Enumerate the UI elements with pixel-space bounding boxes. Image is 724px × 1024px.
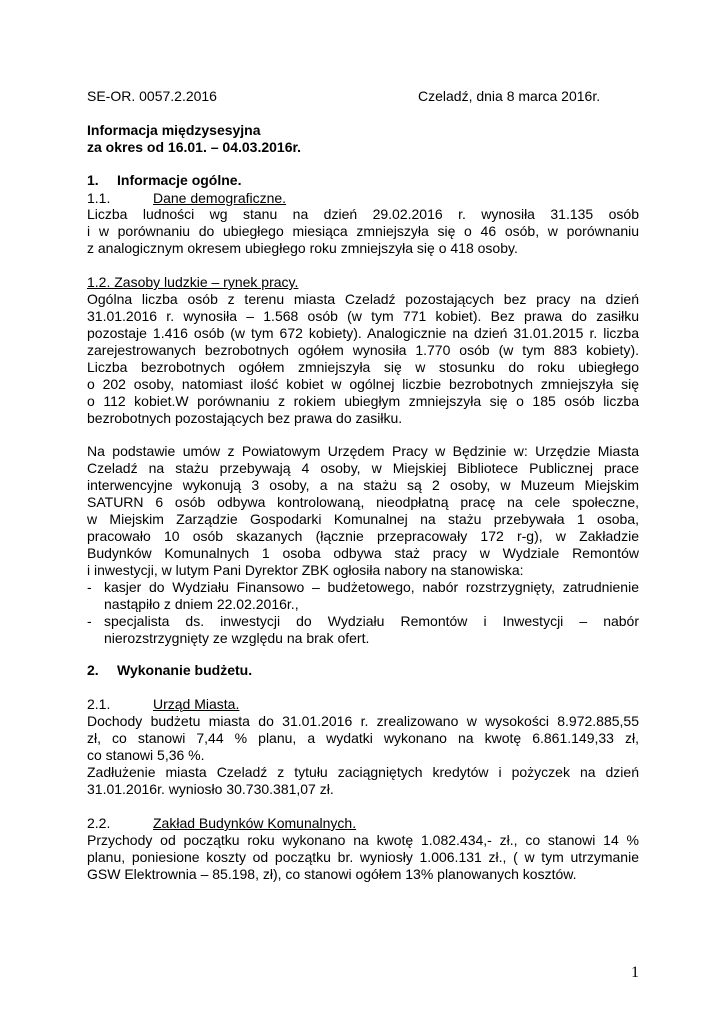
place-date: Czeladź, dnia 8 marca 2016r. xyxy=(418,88,601,104)
document-title-line1: Informacja międzysesyjna xyxy=(87,122,261,138)
section1-number: 1. xyxy=(87,172,99,188)
sub1-1-heading: Dane demograficzne. xyxy=(153,190,287,206)
bullet-item-line: nastąpiło z dniem 22.02.2016r., xyxy=(104,596,299,612)
paragraph-line: z analogicznym okresem ubiegłego roku zmniejszyła się o 418 osoby. xyxy=(87,240,518,256)
paragraph-line: interwencyjne wykonują 3 osoby, a na stażu są 2 osoby, w Muzeum Miejskim xyxy=(87,477,639,493)
section1-heading: Informacje ogólne. xyxy=(117,172,242,188)
paragraph-line: i w porównaniu do ubiegłego miesiąca zmniejszyła się o 46 osób, w porównaniu xyxy=(87,223,639,239)
paragraph-line: zł, co stanowi 7,44 % planu, a wydatki wykonano na kwotę 6.861.149,33 zł, xyxy=(87,730,639,746)
paragraph-line: planu, poniesione koszty od początku br. wyniosły 1.006.131 zł., ( w tym utrzymanie xyxy=(87,849,639,865)
paragraph-line: SATURN 6 osób odbywa kontrolowaną, nieodpłatną pracę na cele społeczne, xyxy=(87,494,639,510)
paragraph-line: Zadłużenie miasta Czeladź z tytułu zaciągniętych kredytów i pożyczek na dzień xyxy=(87,764,639,780)
paragraph-line: i inwestycji, w lutym Pani Dyrektor ZBK ogłosiła nabory na stanowiska: xyxy=(87,562,524,578)
paragraph-line: 31.01.2016 r. wynosiła – 1.568 osób (w tym 771 kobiet). Bez prawa do zasiłku xyxy=(87,308,639,324)
paragraph-line: Budynków Komunalnych 1 osoba odbywa staż pracy w Wydziale Remontów xyxy=(87,545,639,561)
bullet-dash: - xyxy=(87,579,92,595)
section2-heading: Wykonanie budżetu. xyxy=(117,662,253,678)
paragraph-line: co stanowi 5,36 %. xyxy=(87,747,205,763)
paragraph-line: bezrobotnych pozostających bez prawa do zasiłku. xyxy=(87,410,403,426)
paragraph-line: Dochody budżetu miasta do 31.01.2016 r. zrealizowano w wysokości 8.972.885,55 xyxy=(87,713,639,729)
paragraph-line: pracowało 10 osób skazanych (łącznie przepracowały 172 r-g), w Zakładzie xyxy=(87,528,639,544)
paragraph-line: zarejestrowanych bezrobotnych ogółem wynosiła 1.770 osób (w tym 883 kobiety). xyxy=(87,342,639,358)
paragraph-line: 31.01.2016r. wyniosło 30.730.381,07 zł. xyxy=(87,781,334,797)
paragraph-line: GSW Elektrownia – 85.198, zł), co stanowi ogółem 13% planowanych kosztów. xyxy=(87,866,577,882)
paragraph-line: pozostaje 1.416 osób (w tym 672 kobiety). Analogicznie na dzień 31.01.2015 r. liczba xyxy=(87,325,639,341)
paragraph-line: Liczba bezrobotnych ogółem zmniejszyła się w stosunku do roku ubiegłego xyxy=(87,359,639,375)
page-number: 1 xyxy=(631,964,639,981)
paragraph-line: w Miejskim Zarządzie Gospodarki Komunalnej na stażu przebywała 1 osoba, xyxy=(87,511,639,527)
bullet-dash: - xyxy=(87,613,92,629)
paragraph-line: o 202 osoby, natomiast ilość kobiet w ogólnej liczbie bezrobotnych zmniejszyła się xyxy=(87,376,639,392)
sub2-2-heading: Zakład Budynków Komunalnych. xyxy=(153,815,357,831)
sub2-1-heading: Urząd Miasta. xyxy=(153,696,240,712)
sub1-1-number: 1.1. xyxy=(87,190,111,206)
sub1-2-heading: 1.2. Zasoby ludzkie – rynek pracy. xyxy=(87,274,299,290)
paragraph-line: Ogólna liczba osób z terenu miasta Czeladź pozostających bez pracy na dzień xyxy=(87,291,639,307)
paragraph-line: Liczba ludności wg stanu na dzień 29.02.2016 r. wynosiła 31.135 osób xyxy=(87,206,639,222)
paragraph-line: Przychody od początku roku wykonano na kwotę 1.082.434,- zł., co stanowi 14 % xyxy=(87,832,639,848)
bullet-item-line: specjalista ds. inwestycji do Wydziału Remontów i Inwestycji – nabór xyxy=(104,613,639,629)
document-reference: SE-OR. 0057.2.2016 xyxy=(87,88,217,104)
paragraph-line: o 112 kobiet.W porównaniu z rokiem ubiegłym zmniejszyła się o 185 osób liczba xyxy=(87,393,639,409)
sub2-2-number: 2.2. xyxy=(87,815,111,831)
document-title-line2: za okres od 16.01. – 04.03.2016r. xyxy=(87,139,302,155)
section2-number: 2. xyxy=(87,662,99,678)
paragraph-line: Czeladź na stażu przebywają 4 osoby, w Miejskiej Bibliotece Publicznej prace xyxy=(87,460,639,476)
bullet-item-line: nierozstrzygnięty ze względu na brak ofert. xyxy=(104,630,370,646)
sub2-1-number: 2.1. xyxy=(87,696,111,712)
paragraph-line: Na podstawie umów z Powiatowym Urzędem Pracy w Będzinie w: Urzędzie Miasta xyxy=(87,443,639,459)
bullet-item-line: kasjer do Wydziału Finansowo – budżetowego, nabór rozstrzygnięty, zatrudnienie xyxy=(104,579,639,595)
